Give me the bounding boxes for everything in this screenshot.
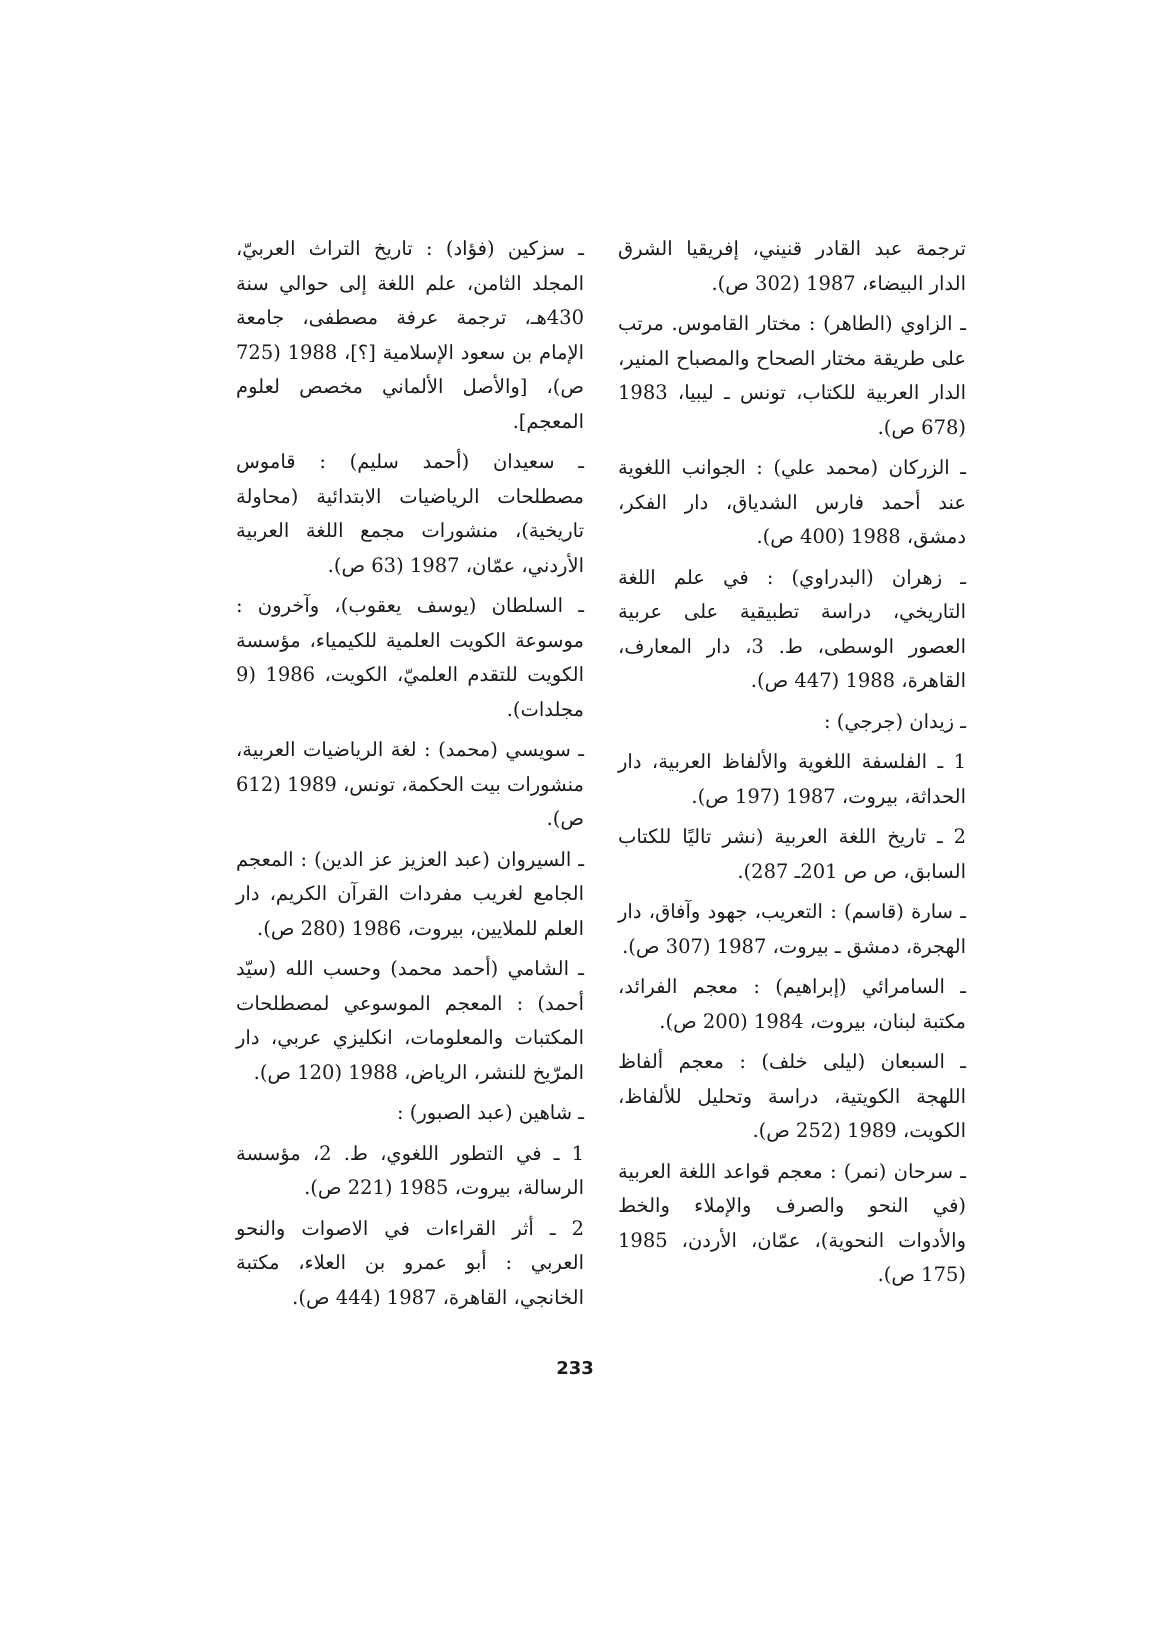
- bibliography-entry: ـ زيدان (جرجي) :: [823, 709, 966, 733]
- bibliography-entry: 2 ـ أثر القراءات في الاصوات والنحو العربي : أبو عمرو بن العلاء، مكتبة الخانجي، القاهرة، 1987 (444 ص).: [236, 1216, 584, 1309]
- bibliography-entry: ـ السبعان (ليلى خلف) : معجم ألفاظ اللهجة الكويتية، دراسة وتحليل للألفاظ، الكويت، 1989 (252 ص).: [618, 1050, 966, 1142]
- bibliography-entry: 1 ـ في التطور اللغوي، ط. 2، مؤسسة الرسالة، بيروت، 1985 (221 ص).: [236, 1141, 584, 1199]
- bibliography-entry: ـ زهران (البدراوي) : في علم اللغة التاريخي، دراسة تطبيقية على عربية العصور الوسطى، ط. 3، دار المعارف، القاهرة، 1988 (447 ص).: [618, 565, 966, 692]
- bibliography-entry: ـ سويسي (محمد) : لغة الرياضيات العربية، منشورات بيت الحكمة، تونس، 1989 (612 ص).: [236, 738, 584, 830]
- bibliography-entry: ـ سعيدان (أحمد سليم) : قاموس مصطلحات الرياضيات الابتدائية (محاولة تاريخية)، منشورات مجمع اللغة العربية الأردني، عمّان، 1987 (63 ص).: [236, 450, 584, 577]
- bibliography-entry: ـ الشامي (أحمد محمد) وحسب الله (سيّد أحمد) : المعجم الموسوعي لمصطلحات المكتبات والمعلومات، انكليزي عربي، دار المرّيخ للنشر، الرياض، 1988 (120 ص).: [236, 957, 584, 1084]
- bibliography-entry: ـ السامرائي (إبراهيم) : معجم الفرائد، مكتبة لبنان، بيروت، 1984 (200 ص).: [618, 975, 966, 1033]
- bibliography-entry: ـ السيروان (عبد العزيز عز الدين) : المعجم الجامع لغريب مفردات القرآن الكريم، دار العلم للملايين، بيروت، 1986 (280 ص).: [236, 847, 584, 940]
- page-number: 233: [556, 1358, 594, 1379]
- bibliography-entry: ـ شاهين (عبد الصبور) :: [397, 1101, 584, 1124]
- bibliography-entry: ـ الزركان (محمد علي) : الجوانب اللغوية عند أحمد فارس الشدياق، دار الفكر، دمشق، 1988 (400 ص).: [618, 456, 966, 548]
- left-column: [236, 232, 584, 1321]
- bibliography-entry: ـ السلطان (يوسف يعقوب)، وآخرون : موسوعة الكويت العلمية للكيمياء، مؤسسة الكويت للتقدم العلميّ، الكويت، 1986 (9 مجلدات).: [236, 594, 585, 721]
- bibliography-entry: ـ سارة (قاسم) : التعريب، جهود وآفاق، دار الهجرة، دمشق ـ بيروت، 1987 (307 ص).: [618, 900, 966, 958]
- bibliography-entry: ـ سزكين (فؤاد) : تاريخ التراث العربيّ، المجلد الثامن، علم اللغة إلى حوالي سنة 430هـ، ترجمة عرفة مصطفى، جامعة الإمام بن سعود الإسلامية [؟]، 1988 (725 ص)، [والأصل الألماني مخصص لعلوم المعجم].: [236, 237, 584, 433]
- right-column: [618, 232, 966, 1299]
- bibliography-entry: 2 ـ تاريخ اللغة العربية (نشر تاليًا للكتاب السابق، ص ص 201ـ 287).: [618, 825, 966, 883]
- bibliography-entry: ـ سرحان (نمر) : معجم قواعد اللغة العربية (في النحو والصرف والإملاء والخط والأدوات النحوية)، عمّان، الأردن، 1985 (175 ص).: [618, 1159, 966, 1286]
- bibliography-entry: 1 ـ الفلسفة اللغوية والألفاظ العربية، دار الحداثة، بيروت، 1987 (197 ص).: [618, 750, 966, 808]
- bibliography-entry: ترجمة عبد القادر قنيني، إفريقيا الشرق الدار البيضاء، 1987 (302 ص).: [618, 237, 966, 295]
- bibliography-entry: ـ الزاوي (الطاهر) : مختار القاموس. مرتب على طريقة مختار الصحاح والمصباح المنير، الدار العربية للكتاب، تونس ـ ليبيا، 1983 (678 ص).: [618, 312, 966, 439]
